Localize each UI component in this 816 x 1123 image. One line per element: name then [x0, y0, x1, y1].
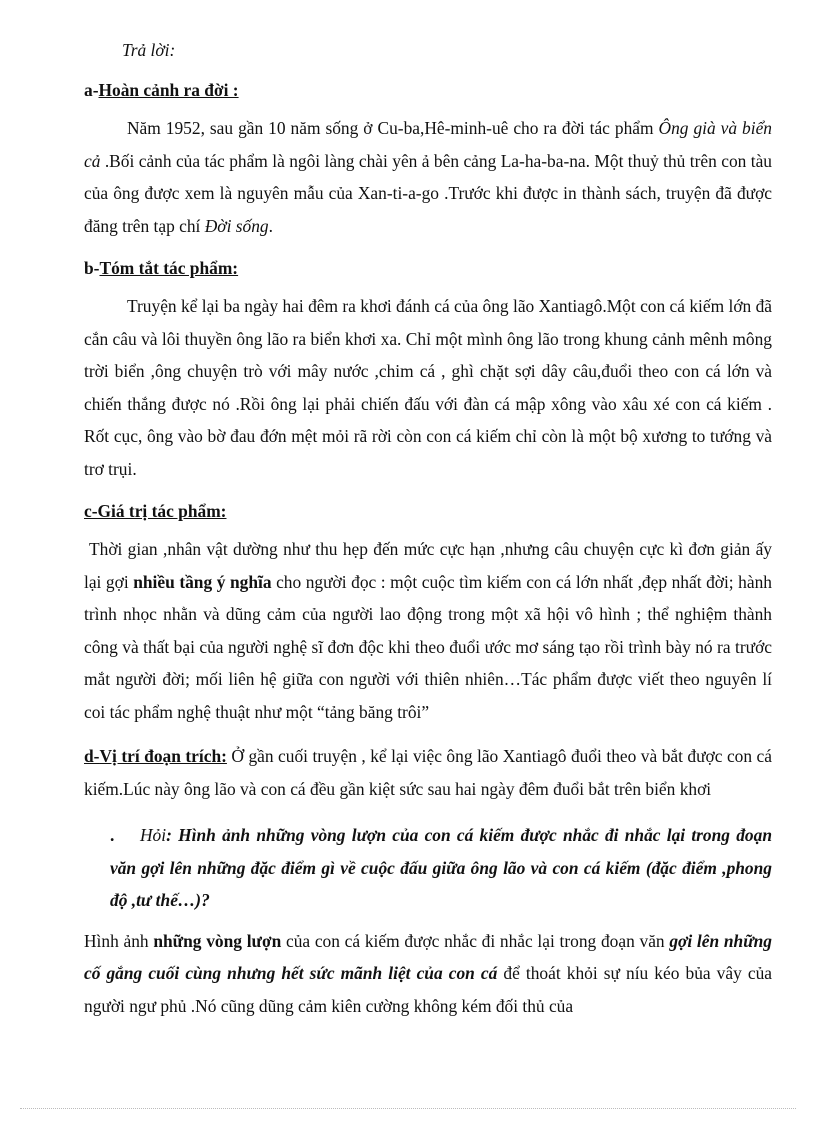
section-a-text-1: Năm 1952, sau gần 10 năm sống ở Cu-ba,Hê-minh-uê cho ra đời tác phẩm [127, 118, 659, 138]
section-a-prefix: a- [84, 80, 99, 100]
greeting: Trả lời: [122, 40, 176, 60]
section-d-title: Vị trí đoạn trích: [99, 746, 227, 766]
page-bottom-divider [20, 1108, 796, 1109]
section-a-heading [84, 76, 772, 104]
section-a-title: Hoàn cảnh ra đời : [98, 80, 239, 100]
section-a-text-2: .Bối cảnh của tác phẩm là ngôi làng chài yên ả bên cảng La-ha-ba-na. Một thuỷ thủ trên con tàu của ông được xem là nguyên mẫu của Xan-ti-a-go .Trước khi được in thành sách, truyện đã được đăng trên tạp chí [84, 150, 772, 236]
question-text: : Hình ảnh những vòng lượn của con cá kiếm được nhắc đi nhắc lại trong đoạn văn gợi lên những đặc điểm gì về cuộc đấu giữa ông lão và con cá kiếm (đặc điểm ,phong độ ,tư thế…)? [110, 825, 772, 910]
document-page [84, 36, 772, 1022]
section-b-title: Tóm tắt tác phẩm: [99, 258, 239, 278]
section-c-text-2: cho người đọc : một cuộc tìm kiếm con cá lớn nhất ,đẹp nhất đời; hành trình nhọc nhằn và dũng cảm của người lao động trong một xã hội vô hình ; thể nghiệm thành công và thất bại của người nghệ sĩ đơn độc khi theo đuổi ước mơ sáng tạo rồi trình bày nó ra trước mắt người đời; mối liên hệ giữa con người với thiên nhiên…Tác phẩm được viết theo nguyên lí coi tác phẩm nghệ thuật như một “tảng băng trôi” [84, 571, 772, 722]
section-b-paragraph: Truyện kể lại ba ngày hai đêm ra khơi đánh cá của ông lão Xantiagô.Một con cá kiếm lớn đã cắn câu và lôi thuyền ông lão ra biển khơi xa. Chỉ một mình ông lão trong khung cảnh mênh mông trời biển ,ông chuyện trò với mây nước ,chim cá , ghì chặt sợi dây câu,đuổi theo con cá lớn và chiến thắng được nó .Rồi ông lại phải chiến đấu với đàn cá mập xông vào xâu xé con cá kiếm . Rốt cục, ông vào bờ đau đớn mệt mỏi rã rời còn con cá kiếm chỉ còn là một bộ xương to tướng và trơ trụi. [84, 296, 772, 479]
answer-text-3: để thoát khỏi sự níu kéo bủa vây của người ngư phủ .Nó cũng dũng cảm kiên cường không kém đối thủ của [84, 963, 772, 1016]
section-b-prefix: b- [84, 258, 100, 278]
section-a-work-title: Ông già và biển cả [84, 118, 772, 171]
answer-bold: những vòng lượn [153, 930, 282, 951]
answer-bold-italic: gợi lên những cố gắng cuối cùng nhưng hết sức mãnh liệt của con cá [84, 930, 772, 983]
question-bullet: . [110, 825, 115, 845]
section-a-text-3: . [268, 215, 273, 236]
section-c-bold: nhiều tầng ý nghĩa [133, 571, 272, 592]
section-c-title: Giá trị tác phẩm: [97, 501, 227, 521]
section-d-text: Ở gần cuối truyện , kể lại việc ông lão Xantiagô đuổi theo và bắt được con cá kiếm.Lúc này ông lão và con cá đều gần kiệt sức sau hai ngày đêm đuổi bắt trên biển khơi [84, 746, 772, 799]
section-c-prefix: c- [84, 501, 98, 521]
answer-paragraph [84, 925, 772, 1023]
section-b-heading [84, 254, 772, 282]
section-d-paragraph [84, 740, 772, 805]
question [84, 819, 772, 917]
section-c-heading [84, 497, 772, 525]
section-d-prefix: d- [84, 746, 100, 766]
answer-text-1: Hình ảnh [84, 930, 154, 951]
section-c-text-1: Thời gian ,nhân vật dường như thu hẹp đến mức cực hạn ,nhưng câu chuyện cực kì đơn giản ấy lại gợi [84, 539, 772, 592]
question-label: Hỏi [140, 825, 167, 845]
answer-text-2: của con cá kiếm được nhắc đi nhắc lại trong đoạn văn [281, 930, 670, 951]
section-c-paragraph [84, 533, 772, 728]
section-a-magazine: Đời sống [204, 215, 269, 236]
section-a-paragraph [84, 112, 772, 242]
